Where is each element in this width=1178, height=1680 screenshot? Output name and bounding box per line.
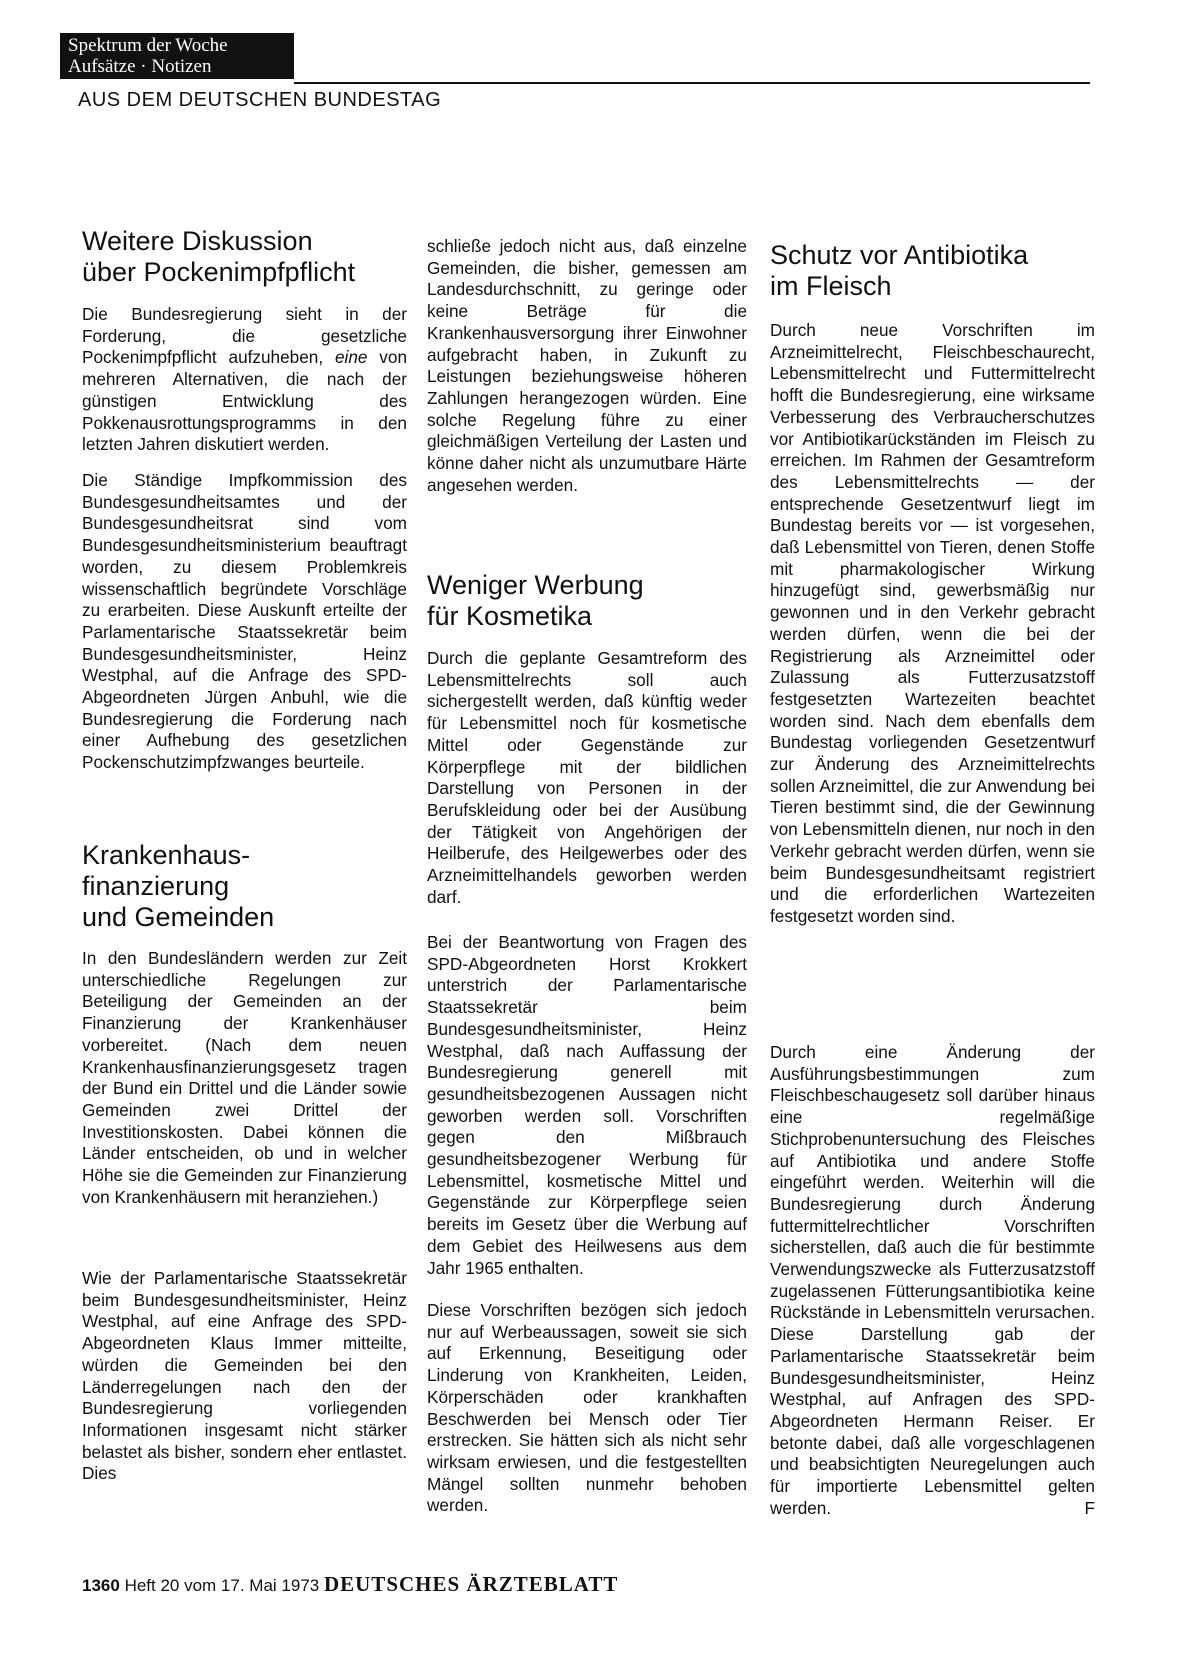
section-label-box (60, 33, 294, 79)
article-pocken-title (82, 226, 407, 288)
article-kosmetika-title-line2: für Kosmetika (427, 601, 593, 631)
emphasis: eine (334, 347, 368, 368)
page-number: 1360 (82, 1576, 120, 1595)
article-krankenhaus-paragraph-2: Wie der Parlamentarische Staatssekretär beim Bundesgesundheitsminister, Heinz Westphal, auf eine Anfrage des SPD-Abgeordneten Klaus Immer mitteilte, würden die Gemeinden bei den Länderregelungen nach den der Bundesregierung vorliegenden Informationen insgesamt nicht stärker belastet als bisher, sondern eher entlastet. Dies (82, 1268, 407, 1484)
article-pocken-title-line2: über Pockenimpfpflicht (82, 257, 356, 287)
article-pocken-paragraph-1: Die Bundesregierung sieht in der Forderung, die gesetzliche Pockenimpfpflicht aufzuheben, eine von mehreren Alternativen, die nach der günstigen Entwicklung des Pokkenausrottungsprogramms in den letzten Jahren diskutiert werden. (82, 304, 408, 455)
issue-info: Heft 20 vom 17. Mai 1973 (124, 1576, 320, 1595)
author-sign: F (1084, 1497, 1095, 1518)
article-krankenhaus-title-line1: Krankenhaus- (82, 840, 251, 870)
article-antibiotika-paragraph-2: Durch eine Änderung der Ausführungsbestimmungen zum Fleischbeschaugesetz soll darüber hinaus eine regelmäßige Stichprobenuntersuchung des Fleisches auf Antibiotika und andere Stoffe eingeführt werden. Weiterhin will die Bundesregierung durch Änderung futtermittelrechtlicher Vorschriften sicherstellen, daß auch die für bestimmte Verwendungszwecke als Futterzusatzstoff zugelassenen Fütterungsantibiotika keine Rückstände in Lebensmitteln verursachen. Diese Darstellung gab der Parlamentarische Staatssekretär beim Bundesgesundheitsminister, Heinz Westphal, auf Anfragen des SPD-Abgeordneten Hermann Reiser. Er betonte dabei, daß alle vorgeschlagenen und beabsichtigten Neuregelungen auch für importierte Lebensmittel gelten werden. F (770, 1042, 1095, 1518)
article-krankenhaus-title-line3: und Gemeinden (82, 902, 275, 932)
article-antibiotika-title-line1: Schutz vor Antibiotika (770, 240, 1029, 270)
article-kosmetika-paragraph-1: Durch die geplante Gesamtreform des Lebensmittelrechts soll auch sichergestellt werden, daß künftig weder für Lebensmittel noch für kosmetische Mittel oder Gegenstände zur Körperpflege mit der bildlichen Darstellung von Personen in der Berufskleidung oder bei der Ausübung der Tätigkeit von Angehörigen der Heilberufe, des Heilgewerbes oder des Arzneimittelhandels geworben werden darf. (427, 648, 747, 907)
article-kosmetika-title (427, 570, 747, 632)
header-rule (294, 82, 1090, 84)
article-krankenhaus-title-line2: finanzierung (82, 871, 230, 901)
article-kosmetika-title-line1: Weniger Werbung (427, 570, 644, 600)
article-krankenhaus-paragraph-1: In den Bundesländern werden zur Zeit unterschiedliche Regelungen zur Beteiligung der Gemeinden an der Finanzierung der Krankenhäuser vorbereitet. (Nach dem neuen Krankenhausfinanzierungsgesetz tragen der Bund ein Drittel und die Länder sowie Gemeinden zwei Drittel der Investitionskosten. Dabei können die Länder entscheiden, ob und in welcher Höhe sie die Gemeinden zur Finanzierung von Krankenhäusern mit heranziehen.) (82, 948, 407, 1207)
section-title: AUS DEM DEUTSCHEN BUNDESTAG (78, 89, 442, 111)
section-label-line1: Spektrum der Woche (68, 35, 228, 56)
section-label-line2: Aufsätze · Notizen (68, 56, 212, 77)
article-antibiotika-title (770, 240, 1095, 302)
journal-name: DEUTSCHES ÄRZTEBLATT (323, 1572, 619, 1596)
article-krankenhaus-title (82, 840, 407, 933)
page-footer (82, 1570, 618, 1600)
article-krankenhaus-paragraph-3: schließe jedoch nicht aus, daß einzelne Gemeinden, die bisher, gemessen am Landesdurchschnitt, zu geringe oder keine Beträge für die Krankenhausversorgung ihrer Einwohner aufgebracht haben, in Zukunft zu Leistungen beziehungsweise höheren Zahlungen herangezogen würden. Eine solche Regelung führe zu einer gleichmäßigen Verteilung der Lasten und könne daher nicht als unzumutbare Härte angesehen werden. (427, 236, 747, 495)
article-antibiotika-title-line2: im Fleisch (770, 271, 892, 301)
article-kosmetika-paragraph-2: Bei der Beantwortung von Fragen des SPD-Abgeordneten Horst Krokkert unterstrich der Parlamentarische Staatssekretär beim Bundesgesundheitsminister, Heinz Westphal, daß nach Auffassung der Bundesregierung generell mit gesundheitsbezogenen Aussagen nicht geworben werden soll. Vorschriften gegen den Mißbrauch gesundheitsbezogener Werbung für Lebensmittel, kosmetische Mittel und Gegenstände zur Körperpflege seien bereits im Gesetz über die Werbung auf dem Gebiet des Heilwesens aus dem Jahr 1965 enthalten. (427, 932, 747, 1278)
article-pocken-paragraph-2: Die Ständige Impfkommission des Bundesgesundheitsamtes und der Bundesgesundheitsrat sind vom Bundesgesundheitsministerium beauftragt worden, zu diesem Problemkreis wissenschaftlich begründete Vorschläge zu erarbeiten. Diese Auskunft erteilte der Parlamentarische Staatssekretär beim Bundesgesundheitsminister, Heinz Westphal, auf die Anfrage des SPD-Abgeordneten Jürgen Anbuhl, wie die Bundesregierung die Forderung nach einer Aufhebung des gesetzlichen Pockenschutzimpfzwanges beurteile. (82, 470, 407, 773)
article-antibiotika-paragraph-1: Durch neue Vorschriften im Arzneimittelrecht, Fleischbeschaurecht, Lebensmittelrecht und Futtermittelrecht hofft die Bundesregierung, eine wirksame Verbesserung des Verbraucherschutzes vor Antibiotikarückständen im Fleisch zu erreichen. Im Rahmen der Gesamtreform des Lebensmittelrechts — der entsprechende Gesetzentwurf liegt im Bundestag bereits vor — ist vorgesehen, daß Lebensmittel von Tieren, denen Stoffe mit pharmakologischer Wirkung hinzugefügt sind, gewerbsmäßig nur gewonnen und in den Verkehr gebracht werden dürfen, wenn die bei der Registrierung als Arzneimittel oder Zulassung als Futterzusatzstoff festgesetzten Wartezeiten beachtet worden sind. Nach dem ebenfalls dem Bundestag vorliegenden Gesetzentwurf zur Änderung des Arzneimittelrechts sollen Arzneimittel, die zur Anwendung bei Tieren bestimmt sind, die der Gewinnung von Lebensmitteln dienen, nur noch in den Verkehr gebracht werden dürfen, wenn sie beim Bundesgesundheitsamt registriert und die erforderlichen Wartezeiten festgesetzt worden sind. (770, 320, 1095, 926)
article-kosmetika-paragraph-3: Diese Vorschriften bezögen sich jedoch nur auf Werbeaussagen, soweit sie sich auf Erkennung, Beseitigung oder Linderung von Krankheiten, Leiden, Körperschäden oder krankhaften Beschwerden bei Mensch oder Tier erstrecken. Sie hätten sich als nicht sehr wirksam erwiesen, und die festgestellten Mängel sollten nunmehr behoben werden. (427, 1300, 747, 1516)
article-pocken-title-line1: Weitere Diskussion (82, 226, 313, 256)
